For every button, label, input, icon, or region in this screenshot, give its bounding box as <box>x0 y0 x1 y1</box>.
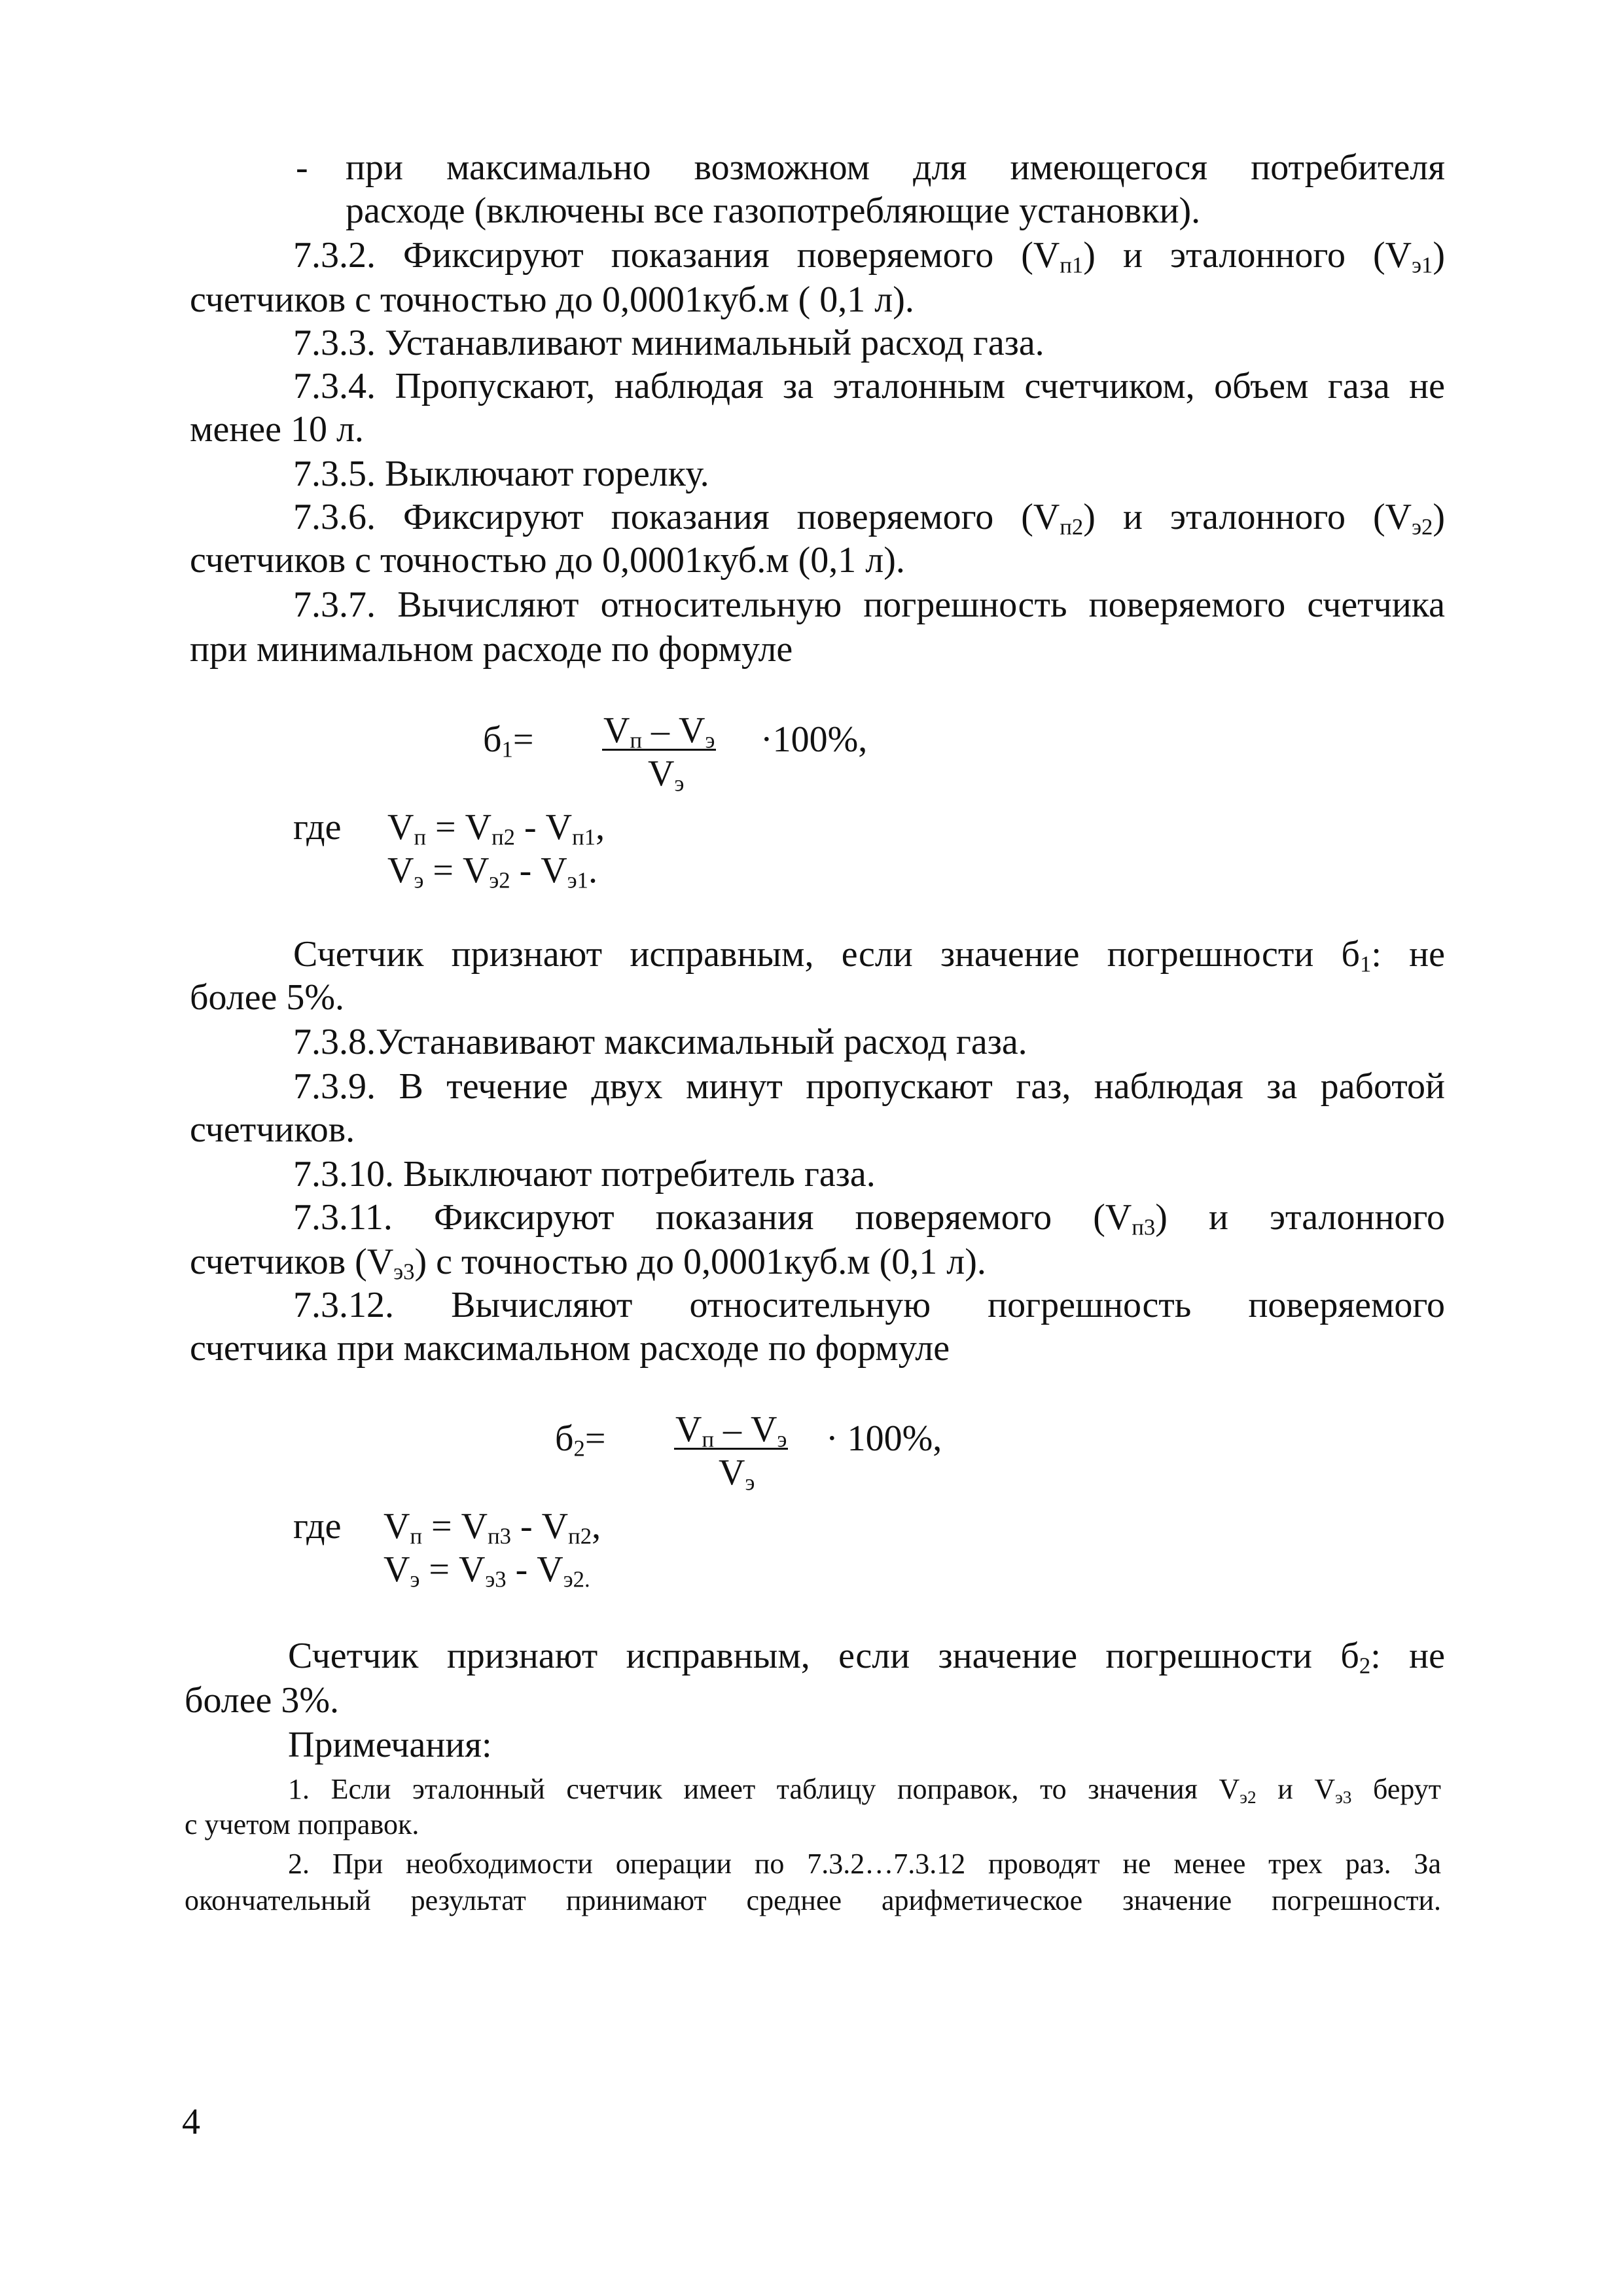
para-7-3-11-line-1: 7.3.11. Фиксируют показания поверяемого $(V_{п3})$ и эталонного <box>293 1197 1445 1240</box>
para-7-3-2-line-1: 7.3.2. Фиксируют показания поверяемого $(V_{п1})$ и эталонного $(V_{э1})$ <box>293 235 1446 278</box>
bullet-line-2: расходе (включены все газопотребляющие установки). <box>346 190 1201 231</box>
para-7-3-4-line-1: 7.3.4. Пропускают, наблюдая за эталонным счетчиком, объем газа не <box>293 366 1445 406</box>
para-7-3-3: 7.3.3. Устанавливают минимальный расход газа. <box>293 323 1044 363</box>
note-1-line-1: 1. Если эталонный счетчик имеет таблицу поправок, то значения $V_{э2}$ и $V_{э3}$ берут <box>288 1773 1441 1807</box>
formula-1-lhs: $б_1=$ <box>483 719 534 762</box>
para-7-3-6-line-2: счетчиков с точностью до 0,0001куб.м (0,1 л). <box>190 540 905 581</box>
para-7-3-4-line-2: менее 10 л. <box>190 409 364 450</box>
verdict-2-line-2: более 3%. <box>185 1680 340 1721</box>
formula-2-where-line-2: $V_э = V_{э3} - V_{э2.}$ <box>383 1549 590 1592</box>
para-7-3-11-line-2: счетчиков $(V_{э3})$ с точностью до 0,0001куб.м (0,1 л). <box>190 1242 986 1285</box>
formula-2-lhs: $б_2=$ <box>555 1418 606 1462</box>
formula-2-where: где <box>293 1506 342 1547</box>
notes-heading: Примечания: <box>288 1725 492 1765</box>
para-7-3-7-line-1: 7.3.7. Вычисляют относительную погрешность поверяемого счетчика <box>293 584 1445 625</box>
formula-2-denominator: $V_э$ <box>719 1452 755 1496</box>
para-7-3-6-line-1: 7.3.6. Фиксируют показания поверяемого $(V_{п2})$ и эталонного $(V_{э2})$ <box>293 497 1446 540</box>
formula-1-where-line-2: $V_э = V_{э2} - V_{э1}$. <box>387 850 598 893</box>
para-7-3-9-line-1: 7.3.9. В течение двух минут пропускают газ, наблюдая за работой <box>293 1066 1445 1107</box>
para-7-3-8: 7.3.8.Устанавивают максимальный расход газа. <box>293 1022 1027 1062</box>
verdict-1-line-1: Счетчик признают исправным, если значение погрешности $б_1$: не <box>293 934 1445 977</box>
formula-1-multiplier: ·100%, <box>760 719 868 760</box>
formula-1-denominator: $V_э$ <box>648 753 685 797</box>
formula-2-numerator: $V_п - V_э$ <box>675 1409 787 1452</box>
verdict-1-line-2: более 5%. <box>190 977 345 1018</box>
para-7-3-7-line-2: при минимальном расходе по формуле <box>190 629 793 670</box>
para-7-3-10: 7.3.10. Выключают потребитель газа. <box>293 1154 876 1194</box>
para-7-3-5: 7.3.5. Выключают горелку. <box>293 454 709 494</box>
formula-1-where-line-1: $V_п = V_{п2} - V_{п1}$, <box>387 807 605 850</box>
formula-1-numerator: $V_п - V_э$ <box>603 710 715 753</box>
page-number: 4 <box>182 2102 200 2142</box>
bullet-dash: - <box>296 147 308 188</box>
note-1-line-2: с учетом поправок. <box>185 1808 419 1840</box>
para-7-3-12-line-1: 7.3.12. Вычисляют относительную погрешность поверяемого <box>293 1285 1445 1325</box>
note-2-line-2: окончательный результат принимают среднее арифметическое значение погрешности. <box>185 1884 1441 1916</box>
formula-1-where: где <box>293 807 342 848</box>
bullet-line-1: при максимально возможном для имеющегося потребителя <box>346 147 1445 188</box>
para-7-3-9-line-2: счетчиков. <box>190 1109 355 1150</box>
formula-2-where-line-1: $V_п = V_{п3} - V_{п2}$, <box>383 1506 601 1549</box>
para-7-3-12-line-2: счетчика при максимальном расходе по формуле <box>190 1328 950 1369</box>
formula-2-multiplier: · 100%, <box>826 1418 942 1459</box>
verdict-2-line-1: Счетчик признают исправным, если значение погрешности $б_2$: не <box>288 1636 1445 1679</box>
note-2-line-1: 2. При необходимости операции по 7.3.2…7.3.12 проводят не менее трех раз. За <box>288 1848 1441 1880</box>
para-7-3-2-line-2: счетчиков с точностью до 0,0001куб.м ( 0,1 л). <box>190 279 914 320</box>
